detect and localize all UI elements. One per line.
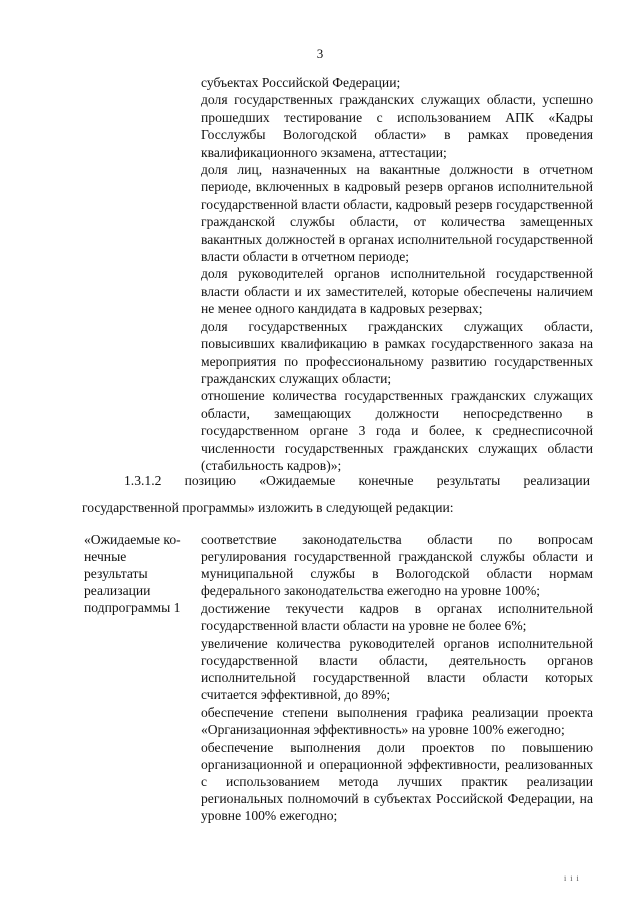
clause-word: результаты — [436, 473, 501, 488]
result-item: соответствие законодательства области по вопросам регулирования государственной гражданской службы области и муниципальной службы в Вологодской области нормам федерального законодательства ежегодно на уровне 100%; — [201, 532, 593, 598]
footer-mark: i i i — [564, 874, 580, 883]
clause-heading — [124, 473, 590, 489]
label-line: подпрограммы 1 — [84, 600, 181, 615]
indicator-item: доля лиц, назначенных на вакантные должности в отчетном периоде, включенных в кадровый резерв органов исполнительной государственной власти области, кадровый резерв государственной гражданской службы области, от количества замещенных вакантных должностей в органах исполнительной государственной власти области в отчетном периоде; — [201, 162, 593, 265]
label-line: результаты — [84, 566, 148, 581]
clause-word: конечные — [358, 473, 414, 488]
indicator-item: доля государственных гражданских служащих области, успешно прошедших тестирование с использованием АПК «Кадры Госслужбы Вологодской области» в рамках проведения квалификационного экзамена, аттестации; — [201, 92, 593, 160]
result-item: обеспечение выполнения доли проектов по повышению организационной и операционной эффективности, реализованных с использованием метода лучших практик реализации региональных полномочий в субъектах Российской Федерации, на уровне 100% ежегодно; — [201, 740, 593, 823]
clause-word: реализации — [523, 473, 590, 488]
label-line: реализации — [84, 583, 151, 598]
indicator-item: субъектах Российской Федерации; — [201, 75, 401, 90]
label-line: «Ожидаемые ко- — [84, 532, 181, 547]
indicator-item: доля государственных гражданских служащих области, повысивших квалификацию в рамках государственного заказа на мероприятия по профессиональному развитию государственных гражданских служащих области; — [201, 318, 593, 386]
clause-word: «Ожидаемые — [259, 473, 336, 488]
indicator-item: доля руководителей органов исполнительной государственной власти области и их заместителей, которые обеспечены наличием не менее одного кандидата в кадровых резервах; — [201, 266, 593, 317]
result-item: обеспечение степени выполнения графика реализации проекта «Организационная эффективность» на уровне 100% ежегодно; — [201, 705, 593, 737]
clause-number: 1.3.1.2 — [124, 473, 162, 488]
label-line: нечные — [84, 549, 127, 564]
expected-results-label — [84, 531, 196, 616]
result-item: достижение текучести кадров в органах исполнительной государственной власти области на уровне не более 6%; — [201, 601, 593, 633]
clause-word: позицию — [184, 473, 237, 488]
result-item: увеличение количества руководителей органов исполнительной государственной власти области, деятельность органов исполнительной государственной власти области которых считается эффективной, до 89%; — [201, 636, 593, 702]
indicator-list-continuation — [201, 74, 593, 474]
clause-continuation: государственной программы» изложить в следующей редакции: — [82, 500, 454, 515]
indicator-item: отношение количества государственных гражданских служащих области, замещающих должности непосредственно в государственном органе 3 года и более, к среднесписочной численности государственных гражданских служащих области (стабильность кадров)»; — [201, 388, 593, 473]
expected-results-list — [201, 531, 593, 825]
page-number: 3 — [316, 46, 324, 61]
